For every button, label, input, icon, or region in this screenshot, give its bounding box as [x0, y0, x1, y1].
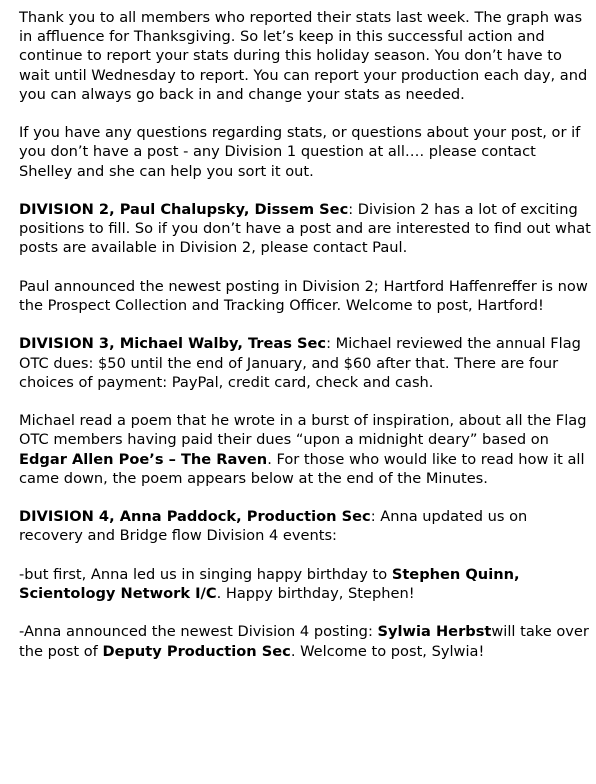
paragraph-text: Thank you to all members who reported their stats last week. The graph was in affluence for Thanksgiving. So let’s keep in this successful action and continue to report your stats during this holiday season. You don’t have to wait until Wednesday to report. You can report your production each day, and you can always go back in and change your stats as needed. [19, 9, 588, 103]
paragraph-text: Paul announced the newest posting in Division 2; Hartford Haffenreffer is now the Prospect Collection and Tracking Officer. Welcome to post, Hartford! [19, 277, 588, 314]
birthday-person: Stephen Quinn, Scientology Network I/C [19, 565, 520, 602]
birthday-paragraph [19, 565, 591, 603]
paragraph-text: . Happy birthday, Stephen! [216, 584, 415, 602]
division-3-heading: DIVISION 3, Michael Walby, Treas Sec [19, 335, 327, 353]
paragraph-text: will take over the post of [19, 623, 589, 660]
poem-paragraph [19, 411, 591, 488]
division-1-contact-paragraph [19, 123, 591, 181]
division-2-heading: DIVISION 2, Paul Chalupsky, Dissem Sec [19, 201, 349, 218]
paragraph-text: -but first, Anna led us in singing happy birthday to [19, 565, 392, 583]
post-title: Deputy Production Sec [102, 642, 291, 660]
division-4-paragraph [19, 507, 591, 545]
poem-reference: Edgar Allen Poe’s – The Raven [19, 450, 268, 468]
paragraph-text: : Anna updated us on recovery and Bridge flow Division 4 events: [19, 508, 528, 545]
paragraph-text: Michael read a poem that he wrote in a burst of inspiration, about all the Flag OTC members having paid their dues “upon a midnight deary” based on [19, 412, 587, 449]
paragraph-text: . For those who would like to read how it all came down, the poem appears below at the end of the Minutes. [19, 450, 585, 487]
paragraph-text: If you have any questions regarding stats, or questions about your post, or if you don’t have a post - any Division 1 question at all…. please contact Shelley and she can help you sort it out. [19, 124, 581, 180]
paragraph-text: : Division 2 has a lot of exciting positions to fill. So if you don’t have a post and are interested to find out what posts are available in Division 2, please contact Paul. [19, 201, 591, 257]
new-post-holder: Sylwia Herbst [377, 623, 492, 641]
paragraph-text: : Michael reviewed the annual Flag OTC dues: $50 until the end of January, and $60 after that. There are four choices of payment: PayPal, credit card, check and cash. [19, 335, 581, 391]
division-2-paragraph [19, 200, 591, 258]
paragraph-text: . Welcome to post, Sylwia! [290, 642, 485, 660]
division-2-posting-paragraph [19, 277, 591, 315]
stats-report-paragraph [19, 8, 591, 104]
document-body [19, 8, 591, 661]
division-4-posting-paragraph [19, 622, 591, 660]
division-3-paragraph [19, 334, 591, 392]
paragraph-text: -Anna announced the newest Division 4 posting: [19, 623, 378, 641]
division-4-heading: DIVISION 4, Anna Paddock, Production Sec [19, 508, 371, 526]
